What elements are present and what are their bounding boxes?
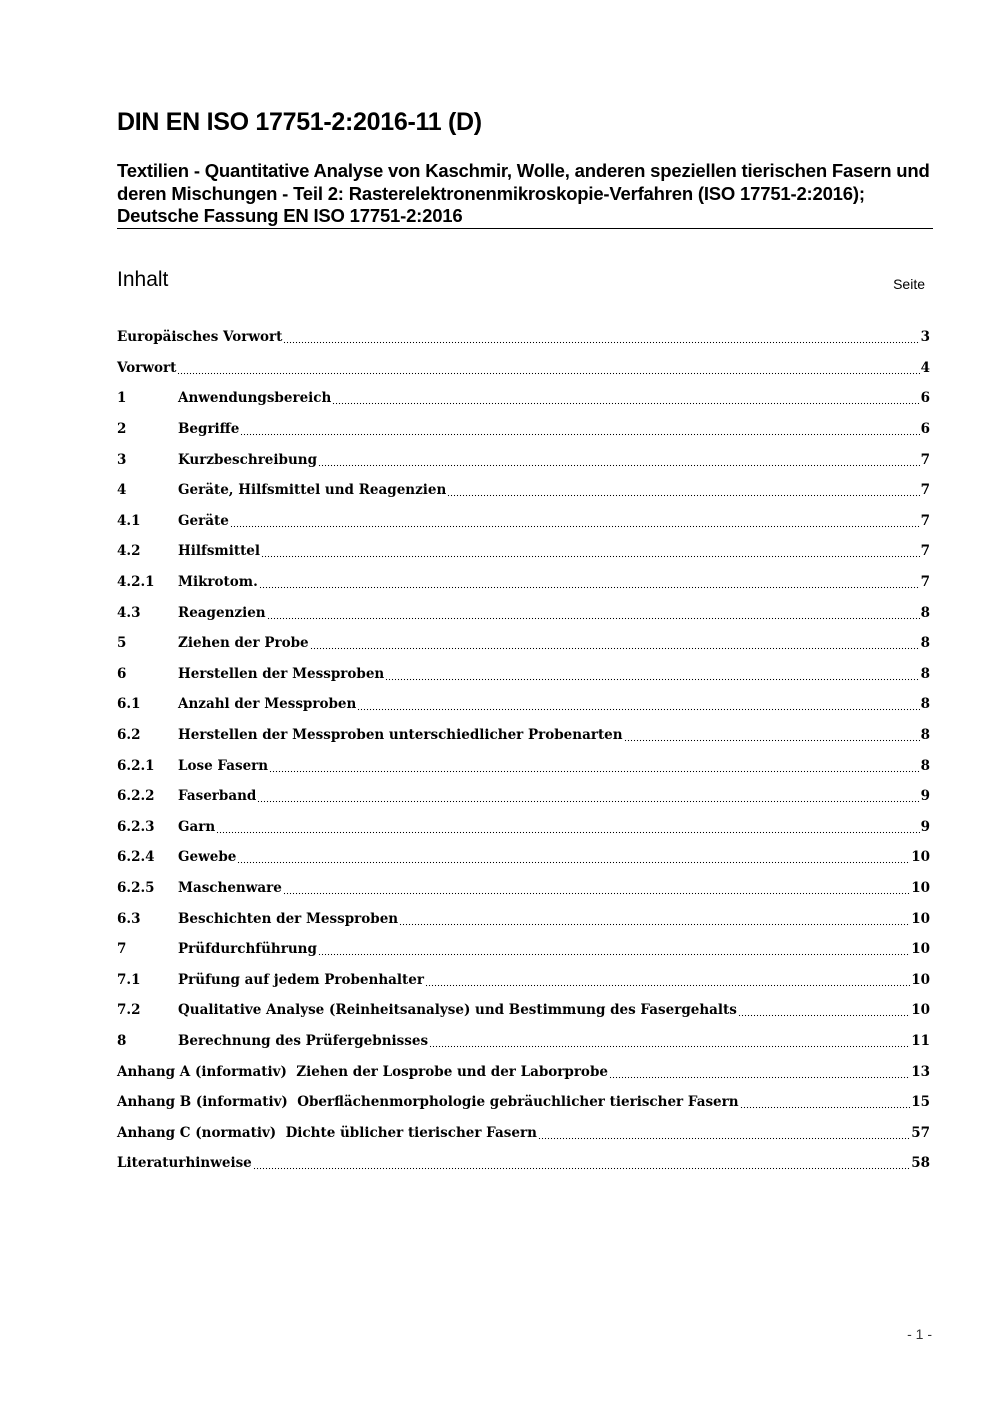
toc-entry[interactable] xyxy=(117,628,930,659)
toc-dot-leader xyxy=(624,725,920,745)
toc-entry[interactable] xyxy=(117,506,930,537)
toc-entry-number: 4.3 xyxy=(117,604,141,621)
toc-entry-title[interactable]: Herstellen der Messproben unterschiedlicher Probenarten xyxy=(178,727,623,744)
toc-dot-leader xyxy=(740,1092,911,1112)
toc-entry[interactable] xyxy=(117,934,930,965)
toc-entry-number: 6.2.5 xyxy=(117,879,155,896)
toc-entry-number: 6.1 xyxy=(117,696,141,713)
toc-entry[interactable] xyxy=(117,659,930,690)
toc-entry-number: 6.2.1 xyxy=(117,757,155,774)
toc-entry-page: 10 xyxy=(911,910,930,927)
toc-entry-title[interactable]: Hilfsmittel xyxy=(178,543,261,560)
toc-entry[interactable] xyxy=(117,1148,930,1179)
toc-dot-leader xyxy=(253,1153,910,1173)
toc-entry-title[interactable]: Herstellen der Messproben xyxy=(178,665,385,682)
toc-entry-page: 8 xyxy=(920,635,930,652)
toc-entry-page: 7 xyxy=(920,512,930,529)
toc-dot-leader xyxy=(609,1062,910,1082)
toc-entry-page: 13 xyxy=(911,1063,930,1080)
toc-entry-title[interactable]: Beschichten der Messproben xyxy=(178,910,399,927)
toc-entry[interactable] xyxy=(117,781,930,812)
toc-dot-leader xyxy=(429,1031,910,1051)
toc-entry-page: 10 xyxy=(911,849,930,866)
toc-entry[interactable] xyxy=(117,322,930,353)
toc-entry[interactable] xyxy=(117,536,930,567)
toc-entry-number: 7.2 xyxy=(117,1002,141,1019)
toc-entry-title[interactable]: Ziehen der Probe xyxy=(178,635,309,652)
toc-entry-title[interactable]: Reagenzien xyxy=(178,604,266,621)
toc-entry[interactable] xyxy=(117,1026,930,1057)
toc-entry[interactable] xyxy=(117,812,930,843)
toc-entry-page: 58 xyxy=(911,1155,930,1172)
toc-heading: Inhalt xyxy=(117,268,169,291)
toc-entry-number: 6.2.2 xyxy=(117,788,155,805)
toc-dot-leader xyxy=(259,572,920,592)
toc-entry-page: 8 xyxy=(920,757,930,774)
toc-entry[interactable] xyxy=(117,903,930,934)
toc-entry-number: 6.2 xyxy=(117,727,141,744)
table-of-contents xyxy=(117,322,930,1179)
toc-entry-number: 4 xyxy=(117,482,127,499)
toc-entry[interactable] xyxy=(117,1056,930,1087)
toc-entry-page: 7 xyxy=(920,543,930,560)
toc-entry-title[interactable]: Anhang A (informativ) Ziehen der Losprobe und der Laborprobe xyxy=(117,1063,608,1080)
toc-entry-number: 6.2.3 xyxy=(117,818,155,835)
toc-entry[interactable] xyxy=(117,750,930,781)
toc-entry-page: 4 xyxy=(920,359,930,376)
toc-entry-title[interactable]: Mikrotom. xyxy=(178,574,258,591)
toc-dot-leader xyxy=(310,633,920,653)
toc-entry-number: 2 xyxy=(117,421,127,438)
toc-dot-leader xyxy=(269,756,919,776)
toc-entry-number: 3 xyxy=(117,451,127,468)
toc-entry-page: 10 xyxy=(911,879,930,896)
toc-dot-leader xyxy=(447,480,919,500)
toc-dot-leader xyxy=(267,603,920,623)
toc-dot-leader xyxy=(318,939,910,959)
toc-entry-number: 6.2.4 xyxy=(117,849,155,866)
toc-entry-page: 7 xyxy=(920,482,930,499)
toc-entry-number: 4.1 xyxy=(117,512,141,529)
toc-entry-title[interactable]: Literaturhinweise xyxy=(117,1155,252,1172)
toc-entry-number: 7 xyxy=(117,941,127,958)
toc-entry[interactable] xyxy=(117,873,930,904)
toc-entry-title[interactable]: Garn xyxy=(178,818,216,835)
toc-entry-page: 15 xyxy=(911,1094,930,1111)
toc-entry[interactable] xyxy=(117,414,930,445)
toc-entry-title[interactable]: Lose Fasern xyxy=(178,757,269,774)
toc-entry-title[interactable]: Berechnung des Prüfergebnisses xyxy=(178,1032,429,1049)
toc-entry-number: 6 xyxy=(117,665,127,682)
toc-entry[interactable] xyxy=(117,597,930,628)
toc-entry-title[interactable]: Vorwort xyxy=(117,359,177,376)
toc-entry[interactable] xyxy=(117,567,930,598)
toc-dot-leader xyxy=(283,327,919,347)
toc-page-column-label: Seite xyxy=(893,276,925,292)
toc-entry-page: 10 xyxy=(911,971,930,988)
toc-entry-page: 8 xyxy=(920,696,930,713)
toc-entry-title[interactable]: Anwendungsbereich xyxy=(178,390,332,407)
page-number: - 1 - xyxy=(907,1326,932,1342)
document-subtitle: Textilien - Quantitative Analyse von Kaschmir, Wolle, anderen speziellen tierischen Fasern und deren Mischungen - Teil 2: Rasterelektronenmikroskopie-Verfahren (ISO 17751-2:2016); Deutsche Fassung EN ISO 17751-2:2016 xyxy=(117,160,930,226)
toc-entry[interactable] xyxy=(117,1087,930,1118)
toc-entry-title[interactable]: Prüfung auf jedem Probenhalter xyxy=(178,971,424,988)
toc-entry[interactable] xyxy=(117,964,930,995)
toc-entry-number: 1 xyxy=(117,390,127,407)
toc-entry[interactable] xyxy=(117,1117,930,1148)
toc-entry-page: 8 xyxy=(920,604,930,621)
toc-entry-title[interactable]: Qualitative Analyse (Reinheitsanalyse) und Bestimmung des Fasergehalts xyxy=(178,1002,737,1019)
toc-entry-page: 6 xyxy=(920,390,930,407)
toc-entry-page: 9 xyxy=(920,788,930,805)
toc-entry-page: 3 xyxy=(920,329,930,346)
toc-entry[interactable] xyxy=(117,475,930,506)
toc-dot-leader xyxy=(257,786,919,806)
toc-dot-leader xyxy=(237,847,910,867)
toc-dot-leader xyxy=(318,450,920,470)
toc-entry-title[interactable]: Kurzbeschreibung xyxy=(178,451,318,468)
toc-entry-title[interactable]: Begriffe xyxy=(178,421,240,438)
toc-entry-number: 5 xyxy=(117,635,127,652)
toc-entry-title[interactable]: Geräte xyxy=(178,512,229,529)
toc-dot-leader xyxy=(177,358,919,378)
toc-entry-page: 6 xyxy=(920,421,930,438)
toc-dot-leader xyxy=(738,1000,910,1020)
toc-entry-number: 8 xyxy=(117,1032,127,1049)
toc-dot-leader xyxy=(425,970,910,990)
toc-entry-title[interactable]: Anhang B (informativ) Oberflächenmorphologie gebräuchlicher tierischer Fasern xyxy=(117,1094,739,1111)
toc-dot-leader xyxy=(283,878,910,898)
toc-dot-leader xyxy=(216,817,919,837)
toc-dot-leader xyxy=(261,541,920,561)
toc-entry-page: 11 xyxy=(911,1032,930,1049)
toc-entry-title[interactable]: Geräte, Hilfsmittel und Reagenzien xyxy=(178,482,447,499)
toc-entry-page: 7 xyxy=(920,574,930,591)
toc-entry[interactable] xyxy=(117,842,930,873)
toc-dot-leader xyxy=(332,388,919,408)
toc-entry-title[interactable]: Prüfdurchführung xyxy=(178,941,317,958)
toc-entry-page: 57 xyxy=(911,1124,930,1141)
toc-entry-title[interactable]: Gewebe xyxy=(178,849,237,866)
toc-entry-number: 4.2 xyxy=(117,543,141,560)
toc-entry[interactable] xyxy=(117,383,930,414)
toc-entry[interactable] xyxy=(117,353,930,384)
toc-dot-leader xyxy=(385,664,919,684)
toc-entry-page: 9 xyxy=(920,818,930,835)
toc-entry[interactable] xyxy=(117,689,930,720)
toc-dot-leader xyxy=(538,1123,910,1143)
toc-entry-title[interactable]: Anhang C (normativ) Dichte üblicher tierischer Fasern xyxy=(117,1124,537,1141)
toc-entry-page: 8 xyxy=(920,665,930,682)
toc-entry[interactable] xyxy=(117,995,930,1026)
document-title: DIN EN ISO 17751-2:2016-11 (D) xyxy=(117,107,482,136)
toc-entry-number: 6.3 xyxy=(117,910,141,927)
toc-dot-leader xyxy=(230,511,920,531)
toc-entry-number: 4.2.1 xyxy=(117,574,155,591)
toc-entry[interactable] xyxy=(117,444,930,475)
toc-entry-page: 8 xyxy=(920,727,930,744)
toc-entry[interactable] xyxy=(117,720,930,751)
toc-entry-number: 7.1 xyxy=(117,971,141,988)
toc-entry-title[interactable]: Maschenware xyxy=(178,879,282,896)
toc-entry-page: 10 xyxy=(911,941,930,958)
toc-dot-leader xyxy=(357,694,919,714)
toc-dot-leader xyxy=(240,419,919,439)
toc-entry-title[interactable]: Europäisches Vorwort xyxy=(117,329,283,346)
title-divider xyxy=(117,228,933,229)
toc-entry-title[interactable]: Anzahl der Messproben xyxy=(178,696,357,713)
toc-entry-title[interactable]: Faserband xyxy=(178,788,257,805)
toc-dot-leader xyxy=(399,909,910,929)
toc-entry-page: 7 xyxy=(920,451,930,468)
toc-entry-page: 10 xyxy=(911,1002,930,1019)
